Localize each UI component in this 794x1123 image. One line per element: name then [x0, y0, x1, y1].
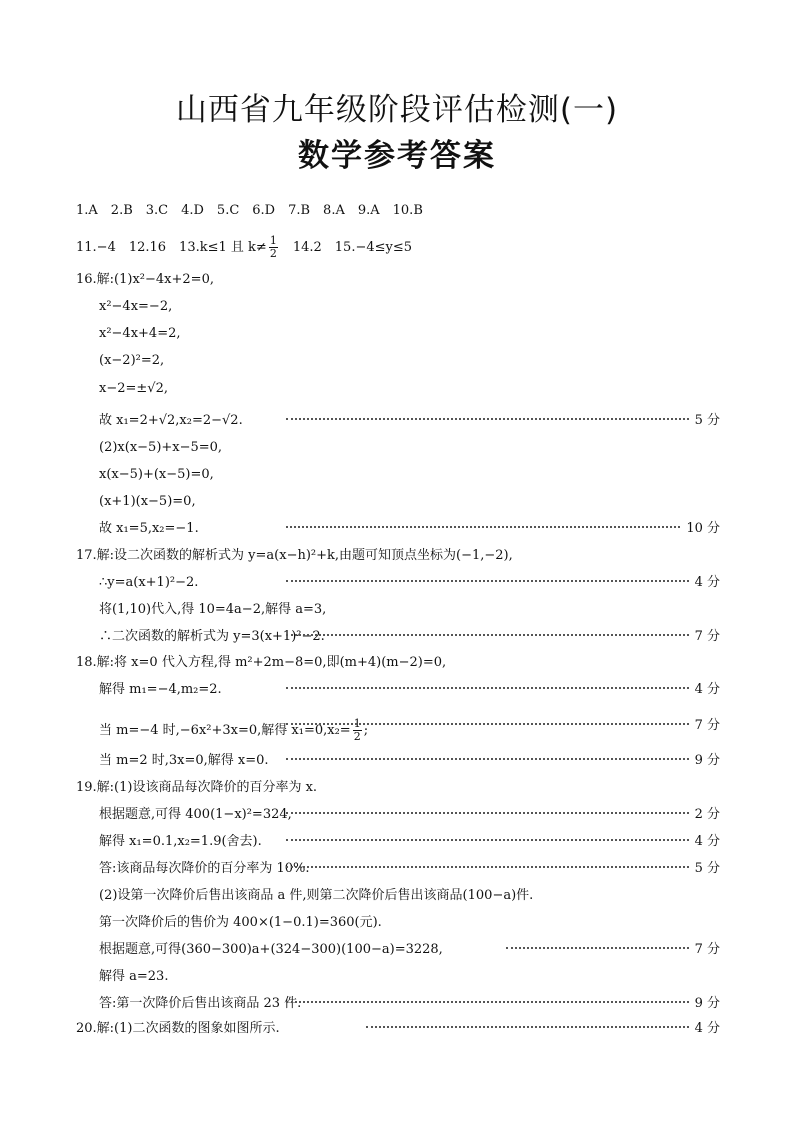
q17-line-3: 将(1,10)代入,得 10=4a−2,解得 a=3,: [99, 602, 327, 617]
q16-line-7: (2)x(x−5)+x−5=0,: [99, 440, 223, 455]
score-label: 9 分: [694, 753, 720, 768]
q16-line-8: x(x−5)+(x−5)=0,: [99, 467, 214, 482]
q16-line-6: 故 x₁=2+√2,x₂=2−√2.: [99, 413, 243, 428]
dot-leader: [286, 839, 689, 841]
score-row-q16-2: [280, 521, 720, 537]
q16-line-3: x²−4x+4=2,: [99, 326, 181, 341]
score-row-q16-1: [280, 413, 720, 429]
score-label: 4 分: [694, 682, 720, 697]
score-label: 10 分: [686, 521, 720, 536]
score-label: 9 分: [694, 996, 720, 1011]
q19-line-9: 答:第一次降价后售出该商品 23 件.: [99, 996, 302, 1011]
dot-leader: [286, 634, 689, 636]
q18-line-1: 18.解:将 x=0 代入方程,得 m²+2m−8=0,即(m+4)(m−2)=0,: [76, 655, 447, 670]
score-row-q18-3: [280, 753, 720, 769]
q19-line-6: 第一次降价后的售价为 400×(1−0.1)=360(元).: [99, 915, 382, 930]
dot-leader: [286, 723, 689, 725]
dot-leader: [286, 580, 689, 582]
answer-line-14-15: 14.2 15.−4≤y≤5: [292, 240, 413, 255]
q16-line-1: 16.解:(1)x²−4x+2=0,: [76, 272, 214, 287]
fraction-one-half: [269, 235, 278, 260]
fraction-denominator: 2: [269, 247, 277, 260]
score-row-q17-2: [280, 629, 720, 645]
score-label: 4 分: [694, 1021, 720, 1036]
q17-line-2: ∴y=a(x+1)²−2.: [99, 575, 199, 590]
dot-leader: [506, 947, 689, 949]
score-row-q17-1: [280, 575, 720, 591]
score-row-q20-1: [360, 1021, 720, 1037]
dot-leader: [286, 526, 680, 528]
score-row-q18-2: [280, 718, 720, 734]
dot-leader: [286, 418, 689, 420]
score-label: 4 分: [694, 575, 720, 590]
q17-line-4: ∴二次函数的解析式为 y=3(x+1)²−2.: [99, 629, 325, 644]
dot-leader: [286, 687, 689, 689]
semicolon: ;: [363, 723, 369, 738]
q16-line-10: 故 x₁=5,x₂=−1.: [99, 521, 199, 536]
score-label: 7 分: [694, 718, 720, 733]
score-label: 7 分: [694, 942, 720, 957]
q20-line-1: 20.解:(1)二次函数的图象如图所示.: [76, 1021, 280, 1036]
page-title: 山西省九年级阶段评估检测(一): [175, 92, 619, 128]
score-label: 7 分: [694, 629, 720, 644]
dot-leader: [286, 866, 689, 868]
dot-leader: [286, 812, 689, 814]
answer-line-11-13: 11.−4 12.16 13.k≤1 且 k≠: [76, 240, 267, 255]
score-label: 5 分: [694, 861, 720, 876]
q19-line-8: 解得 a=23.: [99, 969, 169, 984]
page-subtitle: 数学参考答案: [298, 138, 496, 174]
dot-leader: [366, 1026, 689, 1028]
q16-line-2: x²−4x=−2,: [99, 299, 173, 314]
answer-line-1-10: 1.A 2.B 3.C 4.D 5.C 6.D 7.B 8.A 9.A 10.B: [76, 203, 423, 218]
answer-line-11-15: [76, 235, 412, 260]
score-label: 4 分: [694, 834, 720, 849]
q17-line-1: 17.解:设二次函数的解析式为 y=a(x−h)²+k,由题可知顶点坐标为(−1,−2),: [76, 548, 513, 563]
dot-leader: [286, 1001, 689, 1003]
score-row-q19-1: [280, 807, 720, 823]
score-row-q18-1: [280, 682, 720, 698]
q18-line-3-text: 当 m=−4 时,−6x²+3x=0,解得 x₁=0,x₂=: [99, 723, 351, 738]
q16-line-4: (x−2)²=2,: [99, 353, 165, 368]
q19-line-4: 答:该商品每次降价的百分率为 10%.: [99, 861, 310, 876]
score-row-q19-2: [280, 834, 720, 850]
q18-line-2: 解得 m₁=−4,m₂=2.: [99, 682, 222, 697]
score-row-q19-4: [500, 942, 720, 958]
q18-line-4: 当 m=2 时,3x=0,解得 x=0.: [99, 753, 269, 768]
score-row-q19-3: [280, 861, 720, 877]
q16-line-9: (x+1)(x−5)=0,: [99, 494, 196, 509]
q19-line-3: 解得 x₁=0.1,x₂=1.9(舍去).: [99, 834, 262, 849]
q16-line-5: x−2=±√2,: [99, 381, 168, 396]
score-label: 5 分: [694, 413, 720, 428]
q19-line-1: 19.解:(1)设该商品每次降价的百分率为 x.: [76, 780, 318, 795]
fraction-numerator: 1: [269, 234, 277, 247]
q19-line-2: 根据题意,可得 400(1−x)²=324,: [99, 807, 292, 822]
dot-leader: [286, 758, 689, 760]
fraction-denominator: 2: [353, 730, 361, 743]
fraction-numerator: 1: [353, 717, 361, 730]
q19-line-7: 根据题意,可得(360−300)a+(324−300)(100−a)=3228,: [99, 942, 443, 957]
q19-line-5: (2)设第一次降价后售出该商品 a 件,则第二次降价后售出该商品(100−a)件.: [99, 888, 534, 903]
score-label: 2 分: [694, 807, 720, 822]
score-row-q19-5: [280, 996, 720, 1012]
